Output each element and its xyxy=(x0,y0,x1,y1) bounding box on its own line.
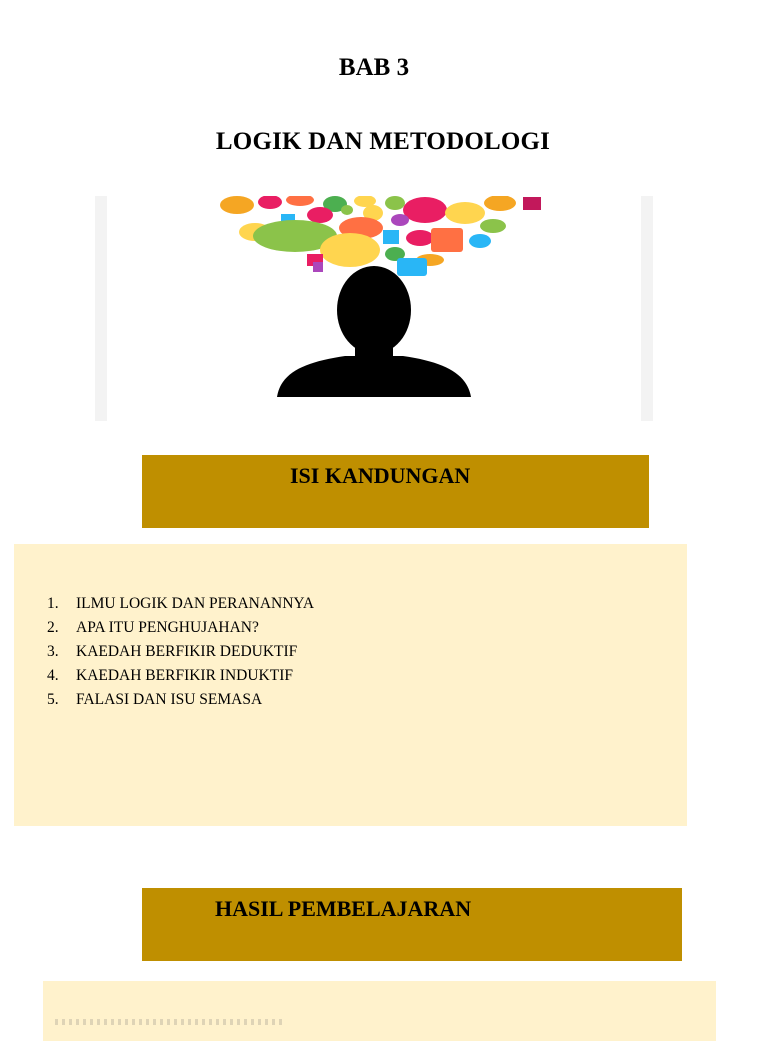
list-item xyxy=(47,592,314,616)
list-item-text: FALASI DAN ISU SEMASA xyxy=(76,691,263,708)
list-item-text: ILMU LOGIK DAN PERANANNYA xyxy=(76,595,315,612)
list-item xyxy=(47,688,314,712)
outcomes-heading-banner xyxy=(142,888,682,961)
contents-box xyxy=(14,544,687,826)
list-item xyxy=(47,640,314,664)
list-item xyxy=(47,664,314,688)
list-item xyxy=(47,616,314,640)
list-item-number: 3. xyxy=(47,643,59,660)
contents-heading: ISI KANDUNGAN xyxy=(290,463,471,488)
list-item-text: KAEDAH BERFIKIR DEDUKTIF xyxy=(76,643,298,660)
list-item-number: 5. xyxy=(47,691,59,708)
thinking-head-illustration xyxy=(95,196,653,421)
page-title: LOGIK DAN METODOLOGI xyxy=(215,128,551,155)
thinking-head-speech-bubbles-icon xyxy=(95,196,653,421)
list-item-text: APA ITU PENGHUJAHAN? xyxy=(76,619,259,636)
outcomes-heading: HASIL PEMBELAJARAN xyxy=(215,896,472,921)
list-item-number: 4. xyxy=(47,667,59,684)
chapter-label: BAB 3 xyxy=(338,54,410,81)
list-item-number: 2. xyxy=(47,619,59,636)
list-item-text: KAEDAH BERFIKIR INDUKTIF xyxy=(76,667,293,684)
list-item-number: 1. xyxy=(47,595,59,612)
outcomes-box xyxy=(43,981,716,1041)
cut-off-text xyxy=(55,1019,285,1025)
contents-heading-banner xyxy=(142,455,649,528)
contents-list xyxy=(47,592,314,712)
